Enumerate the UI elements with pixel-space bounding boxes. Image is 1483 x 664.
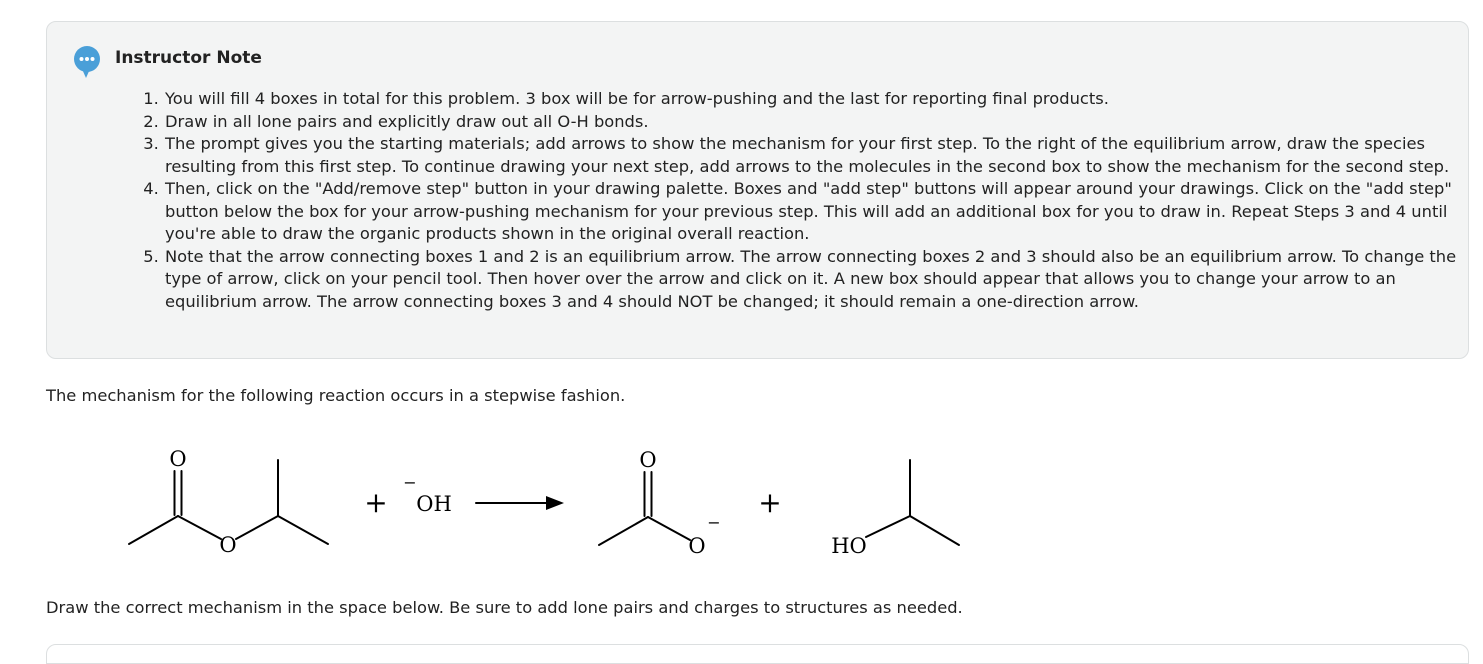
alcohol-hydroxyl-label: HO: [831, 534, 867, 558]
ester-bridge-oxygen: O: [219, 533, 237, 557]
carboxylate-charge: −: [707, 513, 721, 532]
plus-sign-1: +: [364, 486, 388, 519]
list-item: 2. Draw in all lone pairs and explicitly draw out all O-H bonds.: [164, 111, 1483, 134]
acetate-o-bond: [648, 517, 690, 540]
ester-methyl-bond: [129, 516, 178, 544]
reaction-arrow-head: [546, 496, 564, 510]
ester-o-alkyl-bond: [236, 516, 278, 539]
instructor-note-title: Instructor Note: [115, 48, 262, 68]
instructor-note: [46, 21, 1469, 359]
plus-sign-2: +: [758, 486, 782, 519]
carboxylate-carbonyl-oxygen: O: [639, 448, 657, 472]
speech-bubble-icon: [72, 45, 102, 79]
hydroxide-charge: −: [403, 473, 417, 492]
carboxylate-oxygen: O: [688, 534, 706, 558]
isopropyl-methyl-bond-right: [278, 516, 328, 544]
ester-carbonyl-oxygen: O: [169, 447, 187, 471]
alcohol-methyl-bond-right: [910, 516, 959, 545]
alcohol-o-bond: [866, 516, 910, 537]
instructor-note-list: [138, 88, 1483, 313]
list-item: 1. You will fill 4 boxes in total for this problem. 3 box will be for arrow-pushing and the last for reporting final products.: [164, 88, 1483, 111]
acetate-methyl-bond: [599, 517, 648, 545]
question-intro: The mechanism for the following reaction occurs in a stepwise fashion.: [46, 386, 626, 405]
list-item: 4. Then, click on the "Add/remove step" button in your drawing palette. Boxes and "add step" buttons will appear around your drawings. Click on the "add step" button below the box for your arrow-pushing mechanism for your previous step. This will add an additional box for you to draw in. Repeat Steps 3 and 4 until you're able to draw the organic products shown in the original overall reaction.: [164, 178, 1483, 246]
reaction-scheme: [0, 430, 1000, 570]
list-item: 3. The prompt gives you the starting materials; add arrows to show the mechanism for your first step. To the right of the equilibrium arrow, draw the species resulting from this first step. To continue drawing your next step, add arrows to the molecules in the second box to show the mechanism for the second step.: [164, 133, 1483, 178]
list-item: 5. Note that the arrow connecting boxes 1 and 2 is an equilibrium arrow. The arrow connecting boxes 2 and 3 should also be an equilibrium arrow. To change the type of arrow, click on your pencil tool. Then hover over the arrow and click on it. A new box should appear that allows you to change your arrow to an equilibrium arrow. The arrow connecting boxes 3 and 4 should NOT be changed; it should remain a one-direction arrow.: [164, 246, 1483, 314]
hydroxide-label: OH: [416, 492, 452, 516]
ester-acyl-o-bond: [178, 516, 221, 539]
question-instruction: Draw the correct mechanism in the space below. Be sure to add lone pairs and charges to structures as needed.: [46, 598, 963, 617]
drawing-area[interactable]: [46, 644, 1469, 664]
